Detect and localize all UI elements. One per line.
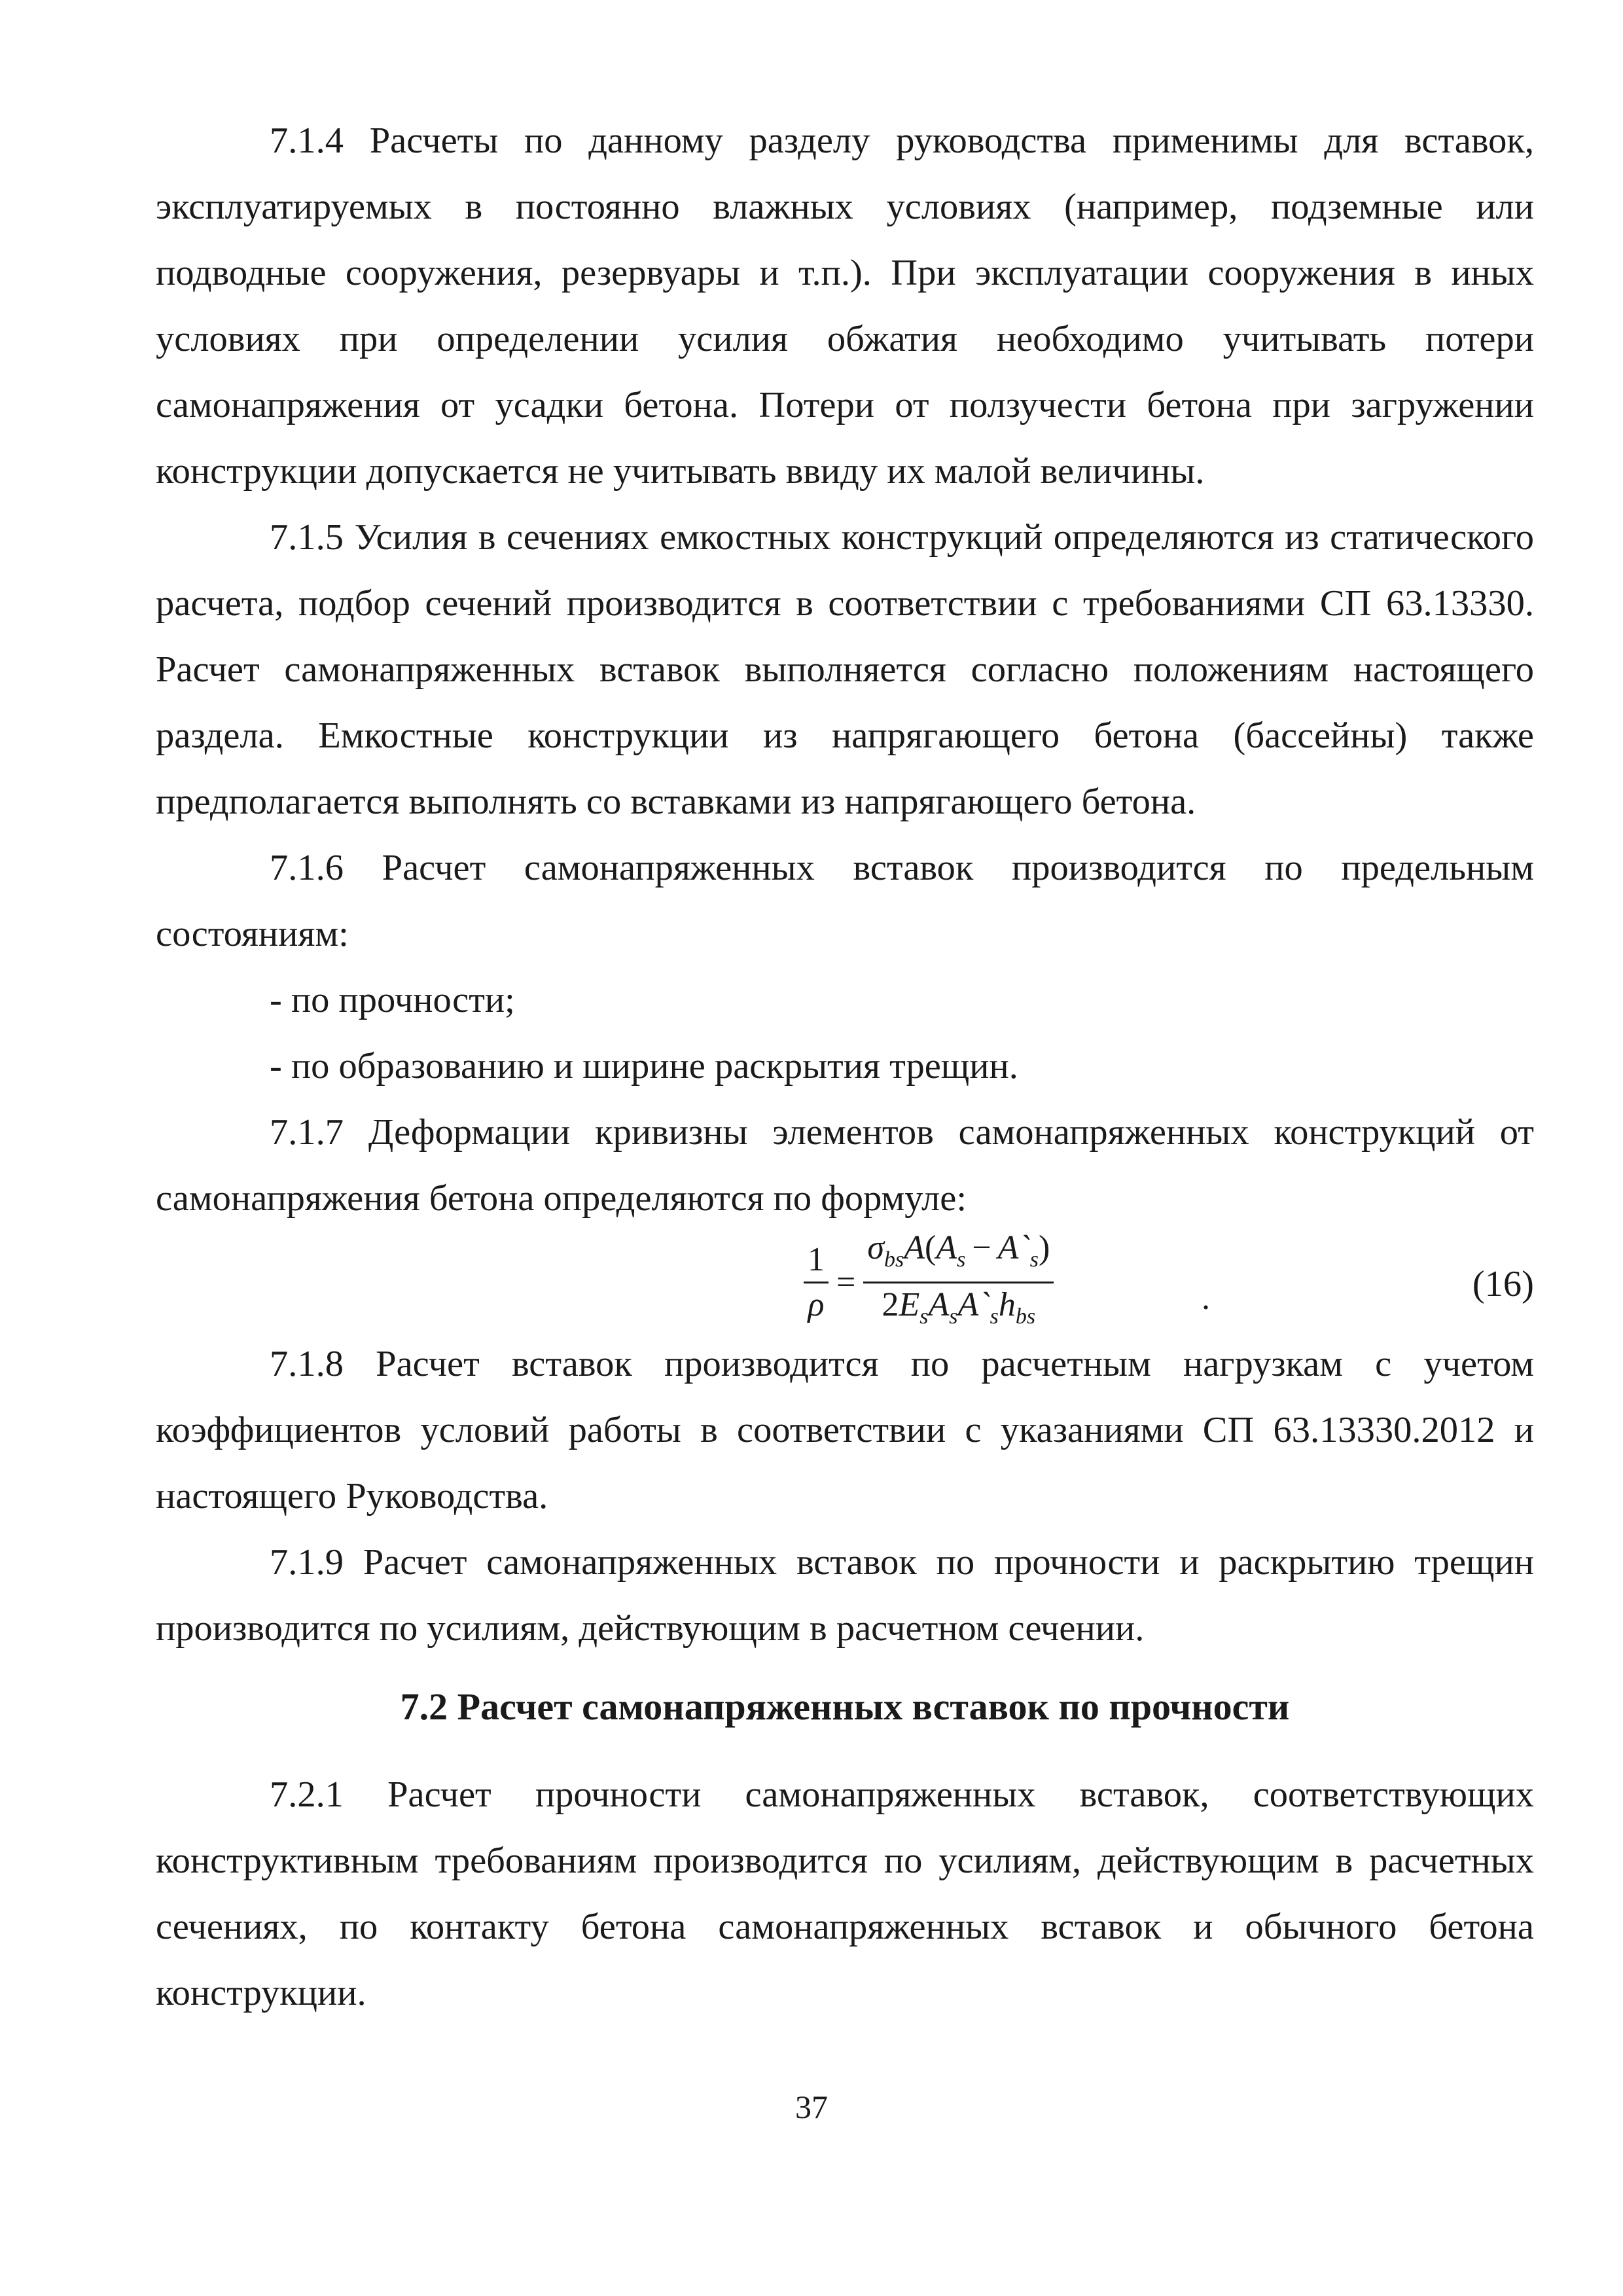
formula-den-E-sub: s xyxy=(919,1304,929,1329)
section-heading-7-2: 7.2 Расчет самонапряженных вставок по прочности xyxy=(400,1685,1290,1728)
paragraph-7-1-9: 7.1.9 Расчет самонапряженных вставок по прочности и раскрытию трещин производится по усилиям, действующим в расчетном сечении. xyxy=(156,1542,1534,1649)
paragraph-7-2-1: 7.2.1 Расчет прочности самонапряженных вставок, соответствующих конструктивным требованиям производится по усилиям, действующим в расчетных сечениях, по контакту бетона самонапряженных вставок и обычного бетона конструкции. xyxy=(156,1774,1534,2013)
formula-lhs-fraction xyxy=(804,1241,829,1324)
formula-den-2: 2 xyxy=(882,1285,899,1323)
formula-den-A-prime-sub: s xyxy=(990,1304,999,1329)
formula-den-A: A xyxy=(928,1285,950,1323)
paragraph-7-1-7: 7.1.7 Деформации кривизны элементов самонапряженных конструкций от самонапряжения бетона определяются по формуле: xyxy=(156,1112,1534,1219)
formula-open-paren: ( xyxy=(924,1229,936,1266)
formula-den-E: E xyxy=(899,1285,920,1323)
paragraph-7-1-6: 7.1.6 Расчет самонапряженных вставок производится по предельным состояниям: xyxy=(156,848,1534,954)
formula-As-sub: s xyxy=(957,1247,966,1272)
list-item-cracks: - по образованию и ширине раскрытия трещин. xyxy=(270,1046,1018,1086)
formula-As-prime: A` xyxy=(997,1229,1030,1266)
paragraph-7-1-4: 7.1.4 Расчеты по данному разделу руководства применимы для вставок, эксплуатируемых в постоянно влажных условиях (например, подземные или подводные сооружения, резервуары и т.п.). При эксплуатации сооружения в иных условиях при определении усилия обжатия необходимо учитывать потери самонапряжения от усадки бетона. Потери от ползучести бетона при загружении конструкции допускается не учитывать ввиду их малой величины. xyxy=(156,120,1534,492)
formula-lhs-numerator: 1 xyxy=(804,1241,829,1283)
formula-number: (16) xyxy=(1472,1264,1534,1304)
formula-den-A-sub: s xyxy=(949,1304,958,1329)
formula-rhs-numerator xyxy=(863,1229,1054,1283)
formula-rhs-fraction xyxy=(863,1229,1054,1336)
formula-equals: = xyxy=(836,1263,856,1301)
formula-sigma: σ xyxy=(867,1229,884,1266)
formula-As-prime-sub: s xyxy=(1029,1247,1039,1272)
curvature-formula xyxy=(804,1229,1054,1331)
formula-sigma-sub: bs xyxy=(883,1247,904,1272)
list-item-strength: - по прочности; xyxy=(270,980,515,1020)
formula-close-paren: ) xyxy=(1038,1229,1050,1266)
formula-den-h: h xyxy=(998,1285,1016,1323)
formula-den-A-prime: A` xyxy=(957,1285,990,1323)
formula-den-h-sub: bs xyxy=(1015,1304,1036,1329)
formula-16 xyxy=(156,1229,1534,1331)
formula-rhs-denominator xyxy=(878,1283,1040,1336)
formula-lhs-denominator: ρ xyxy=(808,1285,825,1323)
formula-A: A xyxy=(904,1229,925,1266)
formula-trailing-dot: . xyxy=(1202,1280,1210,1317)
page-number: 37 xyxy=(795,2089,828,2125)
paragraph-7-1-8: 7.1.8 Расчет вставок производится по расчетным нагрузкам с учетом коэффициентов условий работы в соответствии с указаниями СП 63.13330.2012 и настоящего Руководства. xyxy=(156,1344,1534,1516)
formula-minus: − xyxy=(972,1229,991,1266)
paragraph-7-1-5: 7.1.5 Усилия в сечениях емкостных конструкций определяются из статического расчета, подбор сечений производится в соответствии с требованиями СП 63.13330. Расчет самонапряженных вставок выполняется согласно положениям настоящего раздела. Емкостные конструкции из напрягающего бетона (бассейны) также предполагается выполнять со вставками из напрягающего бетона. xyxy=(156,517,1534,822)
formula-As: A xyxy=(936,1229,957,1266)
page-content xyxy=(156,108,1534,2026)
